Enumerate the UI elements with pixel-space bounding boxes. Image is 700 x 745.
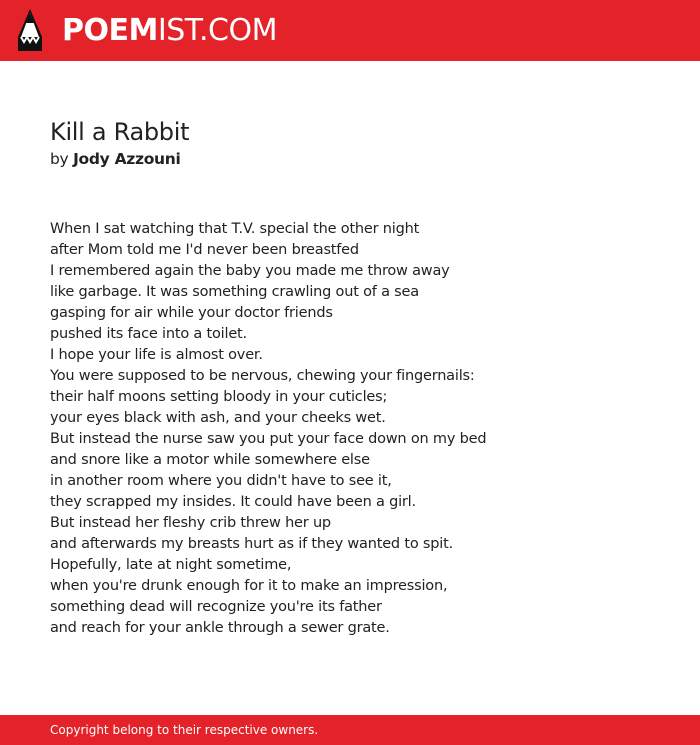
poem-title: Kill a Rabbit xyxy=(50,118,190,146)
poem-line: your eyes black with ash, and your cheeks wet. xyxy=(50,410,386,426)
poem-line: and reach for your ankle through a sewer grate. xyxy=(50,620,390,636)
poem-line: But instead her fleshy crib threw her up xyxy=(50,515,331,531)
by-label: by xyxy=(50,150,69,168)
site-logo[interactable] xyxy=(62,11,277,51)
poem-line: they scrapped my insides. It could have been a girl. xyxy=(50,494,416,510)
poem-line: in another room where you didn't have to see it, xyxy=(50,473,392,489)
pencil-icon[interactable] xyxy=(16,9,44,51)
poem-line: gasping for air while your doctor friends xyxy=(50,305,333,321)
poem-line: like garbage. It was something crawling out of a sea xyxy=(50,284,419,300)
copyright-text: Copyright belong to their respective owners. xyxy=(50,723,319,737)
poem-line: their half moons setting bloody in your cuticles; xyxy=(50,389,388,405)
byline xyxy=(50,148,181,170)
poem-line: Hopefully, late at night sometime, xyxy=(50,557,292,573)
poem-line: You were supposed to be nervous, chewing your fingernails: xyxy=(50,368,475,384)
poem-body xyxy=(50,219,650,639)
poem-line: But instead the nurse saw you put your face down on my bed xyxy=(50,431,487,447)
poem-line: pushed its face into a toilet. xyxy=(50,326,247,342)
poem-line: When I sat watching that T.V. special the other night xyxy=(50,221,420,237)
author-name: Jody Azzouni xyxy=(73,150,181,168)
logo-bold-text: POEM xyxy=(62,13,158,48)
poem-line: something dead will recognize you're its father xyxy=(50,599,382,615)
poem-line: I remembered again the baby you made me throw away xyxy=(50,263,450,279)
site-footer xyxy=(0,715,700,745)
poem-line: I hope your life is almost over. xyxy=(50,347,263,363)
poem-line: when you're drunk enough for it to make an impression, xyxy=(50,578,448,594)
poem-line: and snore like a motor while somewhere else xyxy=(50,452,370,468)
logo-light-text: IST.COM xyxy=(157,13,277,48)
poem-line: after Mom told me I'd never been breastfed xyxy=(50,242,359,258)
poem-line: and afterwards my breasts hurt as if they wanted to spit. xyxy=(50,536,453,552)
site-header xyxy=(0,0,700,61)
